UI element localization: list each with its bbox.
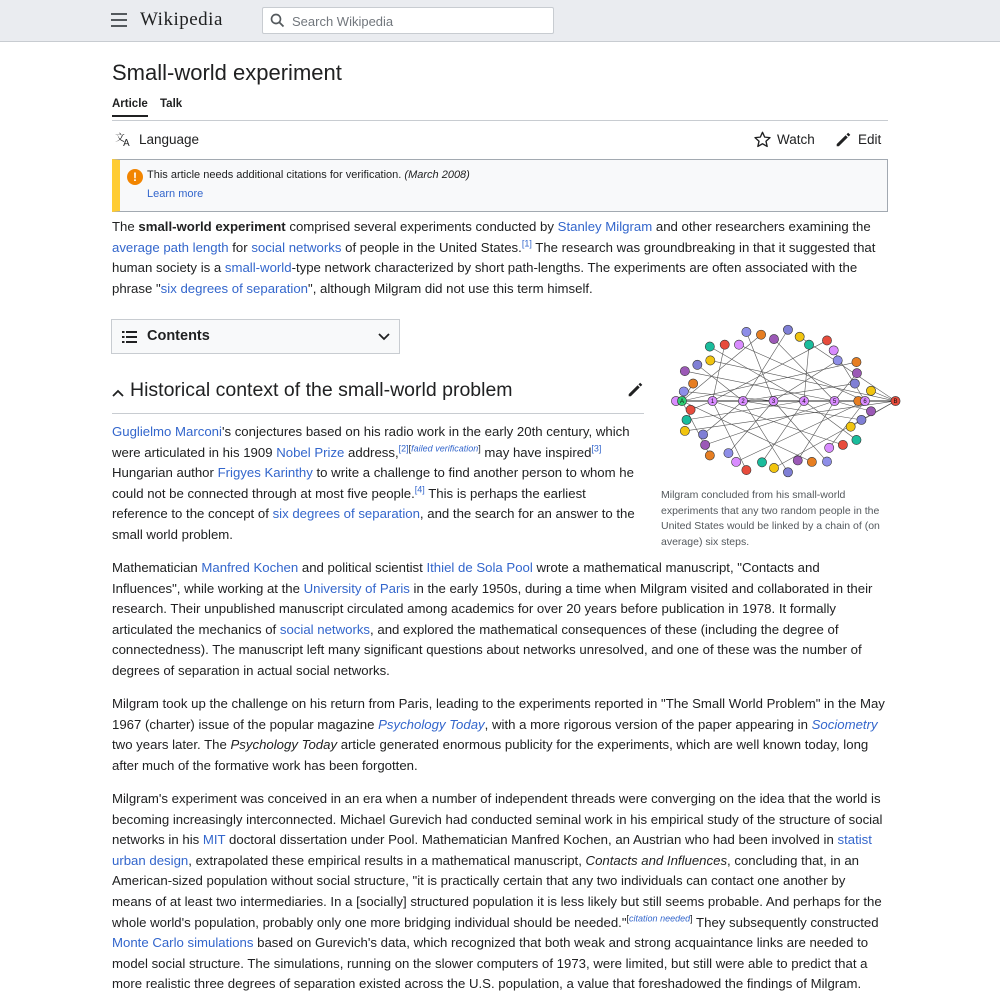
network-node xyxy=(756,330,765,339)
network-node xyxy=(825,443,834,452)
network-node xyxy=(807,457,816,466)
network-node xyxy=(705,342,714,351)
network-node xyxy=(679,387,688,396)
network-node xyxy=(732,457,741,466)
network-edge xyxy=(804,401,856,440)
link-six-degrees[interactable]: six degrees of separation xyxy=(160,280,309,296)
wikipedia-logo[interactable]: Wikipedia xyxy=(140,9,223,30)
network-edge xyxy=(746,332,773,401)
chain-node-label: 5 xyxy=(832,399,837,406)
search-input[interactable] xyxy=(290,10,549,33)
watch-label: Watch xyxy=(777,131,815,147)
section-heading-text: Historical context of the small-world problem xyxy=(130,379,513,401)
network-node xyxy=(701,440,710,449)
contents-label: Contents xyxy=(147,328,210,344)
paragraph-marconi: Guglielmo Marconi's conjectures based on his radio work in the early 20th century, which were articulated in his 1909 Nobel Prize address,[2][failed verification] may have inspired[3] Hungarian author Frigyes Karinthy to write a challenge to find another person to whom he could not be connected through at most five people.[4] This is perhaps the earliest reference to the concept of six degrees of separation, and the search for an answer to the small world problem. xyxy=(112,424,635,542)
link-frigyes-karinthy[interactable]: Frigyes Karinthy xyxy=(217,465,313,481)
link-guglielmo-marconi[interactable]: Guglielmo Marconi xyxy=(112,424,222,439)
network-node xyxy=(783,325,792,334)
network-node xyxy=(852,357,861,366)
network-node xyxy=(734,340,743,349)
link-monte-carlo[interactable]: Monte Carlo simulations xyxy=(112,935,254,951)
network-node xyxy=(822,457,831,466)
network-figure[interactable] xyxy=(660,319,898,489)
watch-button[interactable] xyxy=(754,128,815,150)
chain-node-label: 6 xyxy=(863,399,867,406)
learn-more-link[interactable]: Learn more xyxy=(147,188,204,200)
citation-3[interactable]: [3] xyxy=(591,443,602,454)
network-node xyxy=(680,426,689,435)
network-node xyxy=(857,415,866,424)
network-node xyxy=(742,465,751,474)
language-label: Language xyxy=(139,131,200,147)
link-small-world[interactable]: small-world xyxy=(224,260,292,276)
page-tabs xyxy=(112,98,888,121)
edit-label: Edit xyxy=(858,131,882,147)
language-icon xyxy=(115,131,133,150)
link-six-degrees-2[interactable]: six degrees of separation xyxy=(272,506,420,522)
chevron-up-icon[interactable] xyxy=(112,389,124,397)
link-statist-urban-design[interactable]: statist urban design xyxy=(112,832,872,868)
network-node xyxy=(705,451,714,460)
section-heading xyxy=(112,377,644,414)
network-diagram xyxy=(660,319,898,484)
paragraph-gurevich: Milgram's experiment was conceived in an era when a number of independent threads were converging on the idea that the world is becoming increasingly interconnected. Michael Gurevich had conducted seminal work in his empirical study of the structure of social networks in his MIT doctoral dissertation under Pool. Mathematician Manfred Kochen, an Austrian who had been involved in statist urban design, extrapolated these empirical results in a mathematical manuscript, Contacts and Influences, concluding that, in an American-sized population without social structure, "it is practically certain that any two individuals can contact one another by means of at least two intermediaries. In a [socially] structured population it is less likely but still seems probable. And perhaps for the whole world's population, probably only one more bridging individual should be needed."[citation needed] They subsequently constructed Monte Carlo simulations based on Gurevich's data, which recognized that both weak and strong acquaintance links are needed to model social structure. The simulations, running on the slower computers of 1973, were limited, but still were able to predict that a more realistic three degrees of separation existed across the U.S. population, a value that foreshadowed the findings of Milgram. xyxy=(112,791,883,992)
network-node xyxy=(769,334,778,343)
intro-paragraph: The small-world experiment comprised several experiments conducted by Stanley Milgram and other researchers examining the average path length for social networks of people in the United States.[1] The research was groundbreaking in that it suggested that human society is a small-world-type network characterized by short path-lengths. The experiments are often associated with the phrase "six degrees of separation", although Milgram did not use this term himself. xyxy=(112,219,876,296)
network-node xyxy=(829,346,838,355)
network-edge xyxy=(771,399,896,468)
link-social-networks-2[interactable]: social networks xyxy=(279,621,371,637)
network-edge xyxy=(710,399,843,445)
network-node xyxy=(757,458,766,467)
network-node xyxy=(706,356,715,365)
contents-toggle[interactable] xyxy=(111,319,400,354)
page-title: Small-world experiment xyxy=(112,60,342,85)
list-icon xyxy=(122,330,137,344)
network-node xyxy=(724,448,733,457)
network-node xyxy=(852,369,861,378)
network-node xyxy=(693,360,702,369)
link-mit[interactable]: MIT xyxy=(202,832,226,848)
link-sociometry[interactable]: Sociometry xyxy=(811,716,878,732)
link-average-path-length[interactable]: average path length xyxy=(112,239,229,255)
network-edge xyxy=(705,401,834,445)
link-psychology-today[interactable]: Psychology Today xyxy=(378,716,485,732)
network-node xyxy=(682,415,691,424)
chain-node-label: B xyxy=(893,399,898,406)
network-edge xyxy=(682,362,856,401)
chain-node-label: 4 xyxy=(802,399,806,406)
network-node xyxy=(720,340,729,349)
network-node xyxy=(852,435,861,444)
search-icon xyxy=(270,13,285,28)
network-node xyxy=(686,405,695,414)
notice-text: This article needs additional citations for verification. (March 2008) xyxy=(147,169,470,181)
link-ithiel-de-sola-pool[interactable]: Ithiel de Sola Pool xyxy=(426,560,533,575)
search-box[interactable] xyxy=(262,7,554,34)
star-icon xyxy=(754,131,771,148)
network-node xyxy=(822,336,831,345)
tab-article[interactable]: Article xyxy=(112,98,148,117)
citation-notice xyxy=(112,159,888,212)
pencil-icon xyxy=(835,131,852,148)
chevron-down-icon xyxy=(378,333,390,341)
network-node xyxy=(795,332,804,341)
citation-4[interactable]: [4] xyxy=(414,484,425,495)
chain-node-label: 2 xyxy=(741,399,745,406)
svg-text:文: 文 xyxy=(115,132,125,144)
page-toolbar xyxy=(112,128,888,152)
network-edge xyxy=(739,345,865,401)
failed-verification-link[interactable]: failed verification xyxy=(411,443,479,454)
language-button[interactable] xyxy=(115,128,199,150)
network-node xyxy=(698,430,707,439)
network-node xyxy=(846,422,855,431)
link-nobel-prize[interactable]: Nobel Prize xyxy=(276,444,345,460)
link-social-networks[interactable]: social networks xyxy=(251,239,342,255)
network-node xyxy=(742,327,751,336)
paragraph-psychology-today: Milgram took up the challenge on his return from Paris, leading to the experiments reported in "The Small World Problem" in the May 1967 (charter) issue of the popular magazine Psychology Today, with a more rigorous version of the paper appearing in Sociometry two years later. The Psychology Today article generated enormous publicity for the experiments, which are well known today, long after much of the formative work has been forgotten. xyxy=(112,696,885,773)
link-stanley-milgram[interactable]: Stanley Milgram xyxy=(557,219,653,234)
network-node xyxy=(850,379,859,388)
chain-node-label: 1 xyxy=(710,399,715,406)
figure-caption: Milgram concluded from his small-world experiments that any two random people in the United States would be linked by a chain of (on average) six steps. xyxy=(661,489,880,548)
link-university-of-paris[interactable]: University of Paris xyxy=(303,580,410,596)
network-node xyxy=(833,356,842,365)
citation-2[interactable]: [2] xyxy=(398,443,409,454)
network-node xyxy=(793,456,802,465)
site-header xyxy=(0,0,1000,42)
network-node xyxy=(838,440,847,449)
network-edge xyxy=(762,401,804,462)
network-node xyxy=(804,340,813,349)
svg-text:A: A xyxy=(123,138,130,150)
citation-1[interactable]: [1] xyxy=(521,238,532,249)
menu-icon[interactable] xyxy=(111,13,127,27)
paragraph-kochen: Mathematician Manfred Kochen and political scientist Ithiel de Sola Pool wrote a mathematical manuscript, "Contacts and Influences", while working at the University of Paris in the early 1950s, during a time when Milgram visited and collaborated in their research. Their unpublished manuscript circulated among academics for over 20 years before publication in 1978. It formally articulated the mechanics of social networks, and explored the mathematical consequences of these (including the degree of connectedness). The manuscript left many significant questions about networks unresolved, and one of these was the number of degrees of separation in actual social networks. xyxy=(112,560,873,678)
network-node xyxy=(769,463,778,472)
warning-icon: ! xyxy=(127,169,143,185)
network-edge xyxy=(710,347,804,401)
chain-node-label: 3 xyxy=(771,399,776,406)
network-edge xyxy=(684,391,774,401)
network-edge xyxy=(703,401,743,434)
pencil-icon[interactable] xyxy=(627,381,644,398)
network-edge xyxy=(800,337,896,401)
citation-needed-link[interactable]: citation needed xyxy=(629,913,691,924)
edit-button[interactable] xyxy=(835,128,881,150)
network-node xyxy=(689,379,698,388)
network-node xyxy=(866,386,875,395)
network-node xyxy=(680,366,689,375)
network-node xyxy=(783,468,792,477)
tab-talk[interactable]: Talk xyxy=(160,98,183,110)
link-manfred-kochen[interactable]: Manfred Kochen xyxy=(201,560,299,575)
chain-node-label: A xyxy=(679,399,685,406)
network-node xyxy=(866,407,875,416)
